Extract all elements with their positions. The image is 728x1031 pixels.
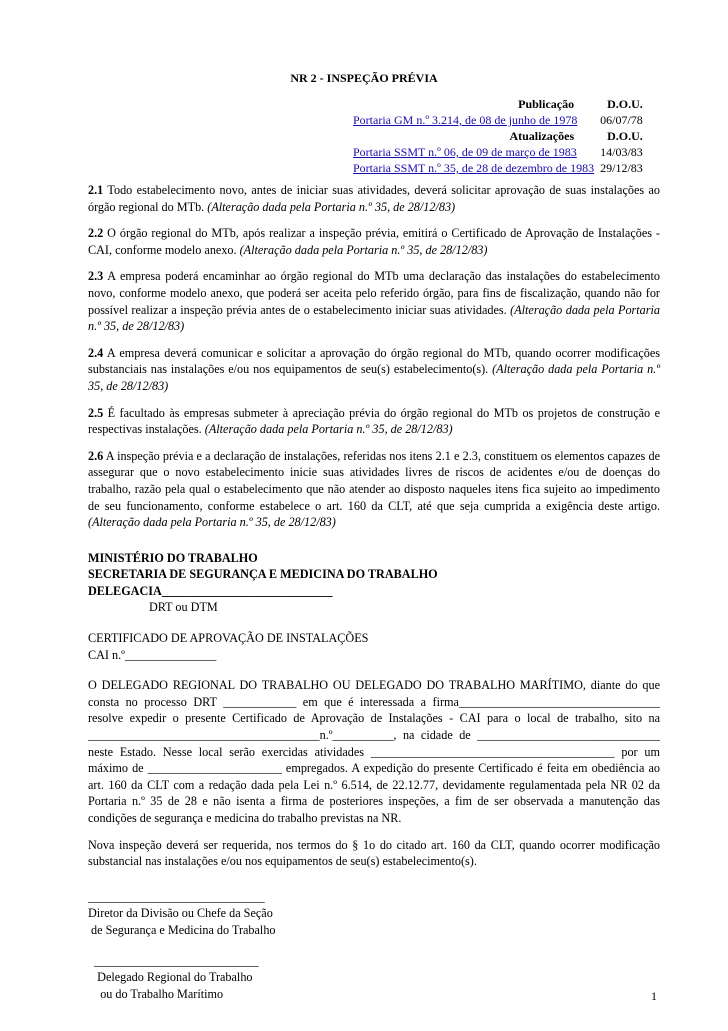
new-inspection-note: Nova inspeção deverá ser requerida, nos termos do § 1o do citado art. 160 da CLT, quando ocorrer modificação substancial nas instalações e/ou nos equipamentos de seu(s) estabelecimento(s). (88, 837, 660, 869)
item-note: (Alteração dada pela Portaria n.º 35, de 28/12/83) (239, 242, 488, 257)
item-text: É facultado às empresas submeter à apreciação prévia do órgão regional do MTb os projetos de construção e respectivas instalações. (88, 405, 660, 437)
update-date: 14/03/83 (600, 145, 643, 159)
publication-header-row (353, 96, 643, 112)
item-text: A empresa deverá comunicar e solicitar a aprovação do órgão regional do MTb, quando ocorrer modificações substanciais nas instalações e/ou nos equipamentos de seu(s) estabelecimento(s). (88, 345, 660, 377)
item-text: Todo estabelecimento novo, antes de iniciar suas atividades, deverá solicitar aprovação de suas instalações ao órgão regional do MTb. (88, 183, 660, 214)
updates-header-row (353, 128, 643, 144)
item-text: A inspeção prévia e a declaração de instalações, referidas nos itens 2.1 e 2.3, constituem os elementos capazes de assegurar que o novo estabelecimento inicie suas atividades livres de riscos de acidentes e/ou de doenças do trabalho, razão pela qual o estabelecimento que não atender ao disposto naqueles itens fica sujeito ao impedimento de seu funcionamento, conforme estabelece o art. 160 da CLT, até que seja cumprida a exigência deste artigo. (88, 448, 660, 513)
update-row (353, 160, 643, 176)
item-2-4 (88, 345, 660, 395)
item-2-6 (88, 448, 660, 531)
item-number: 2.5 (88, 405, 104, 420)
item-2-5 (88, 405, 660, 438)
item-number: 2.1 (88, 183, 104, 197)
page-title: NR 2 - INSPEÇÃO PRÉVIA (290, 71, 438, 85)
document-body (88, 182, 660, 1002)
signature-director-title: Diretor da Divisão ou Chefe da Seção (88, 906, 273, 921)
publication-row (353, 112, 643, 128)
item-2-3 (88, 268, 660, 334)
item-2-2 (88, 225, 660, 258)
item-text: O órgão regional do MTb, após realizar a inspeção prévia, emitirá o Certificado de Aprovação de Instalações - CAI, conforme modelo anexo. (88, 226, 660, 257)
dou-header-2: D.O.U. (607, 129, 643, 143)
item-number: 2.4 (88, 345, 104, 360)
portaria-gm-3214-link[interactable]: Portaria GM n.º 3.214, de 08 de junho de 1978 (353, 113, 578, 127)
update-date: 29/12/83 (600, 161, 643, 175)
cai-number: CAI n.º_______________ (88, 647, 217, 662)
updates-header: Atualizações (509, 129, 575, 143)
item-note: (Alteração dada pela Portaria n.º 35, de 28/12/83) (88, 515, 336, 530)
dou-header: D.O.U. (607, 97, 643, 111)
item-note: (Alteração dada pela Portaria n.º 35, de 28/12/83) (207, 199, 456, 214)
item-number: 2.3 (88, 269, 104, 284)
page-number: 1 (651, 989, 657, 1003)
item-text: A empresa poderá encaminhar ao órgão regional do MTb uma declaração das instalações do estabelecimento novo, conforme modelo anexo, que poderá ser aceita pelo referido órgão, para fins de fiscalização, quando não for possível realizar a inspeção prévia antes de o estabelecimento iniciar suas atividades. (88, 269, 660, 317)
item-number: 2.2 (88, 226, 104, 241)
item-note: (Alteração dada pela Portaria n.º 35, de 28/12/83) (88, 362, 660, 393)
item-number: 2.6 (88, 448, 104, 463)
delegacia-heading: DELEGACIA____________________________ (88, 583, 333, 598)
signature-director-subtitle: de Segurança e Medicina do Trabalho (88, 922, 276, 937)
item-2-1 (88, 182, 660, 215)
publication-date: 06/07/78 (600, 113, 643, 127)
signature-line-director: _____________________________ (88, 889, 265, 904)
portaria-ssmt-35-link[interactable]: Portaria SSMT n.º 35, de 28 de dezembro de 1983 (353, 161, 595, 175)
ministry-heading: MINISTÉRIO DO TRABALHO (88, 550, 258, 565)
spacer (88, 541, 660, 550)
certificate-body: O DELEGADO REGIONAL DO TRABALHO OU DELEGADO DO TRABALHO MARÍTIMO, diante do que consta no processo DRT ____________ em que é interessada a firma_________________________________ resolve expedir o presente Certificado de Aprovação de Instalações - CAI para o local de trabalho, sito na ______________________________________n.º__________, na cidade de ______________________________ neste Estado. Nesse local serão exercidas atividades ________________________________________ por um máximo de ______________________ empregados. A expedição do presente Certificado é feita em obediência ao art. 160 da CLT com a redação dada pela Lei n.º 6.514, de 22.12.77, devidamente regulamentada pela NR 02 da Portaria n.º 35 de 28 e não isenta a firma de posteriores inspeções, a fim de ser observada a manutenção das condições de segurança e medicina do trabalho previstas na NR. (88, 678, 660, 825)
item-note: (Alteração dada pela Portaria n.º 35, de 28/12/83) (204, 422, 453, 437)
spacer (88, 663, 660, 677)
secretariat-heading: SECRETARIA DE SEGURANÇA E MEDICINA DO TRABALHO (88, 567, 438, 582)
spacer (88, 616, 660, 630)
update-row (353, 144, 643, 160)
item-note: (Alteração dada pela Portaria n.º 35, de 28/12/83) (88, 302, 660, 334)
portaria-ssmt-06-link[interactable]: Portaria SSMT n.º 06, de 09 de março de 1983 (353, 145, 577, 159)
spacer (88, 880, 660, 889)
spacer (88, 939, 660, 953)
certificate-title: CERTIFICADO DE APROVAÇÃO DE INSTALAÇÕES (88, 631, 369, 646)
drt-dtm-label: DRT ou DTM (88, 600, 218, 615)
publication-table (353, 96, 643, 176)
signature-line-delegate: ___________________________ (88, 953, 259, 968)
publication-header: Publicação (518, 97, 575, 111)
signature-delegate-subtitle: ou do Trabalho Marítimo (88, 986, 224, 1001)
signature-delegate-title: Delegado Regional do Trabalho (88, 970, 253, 985)
